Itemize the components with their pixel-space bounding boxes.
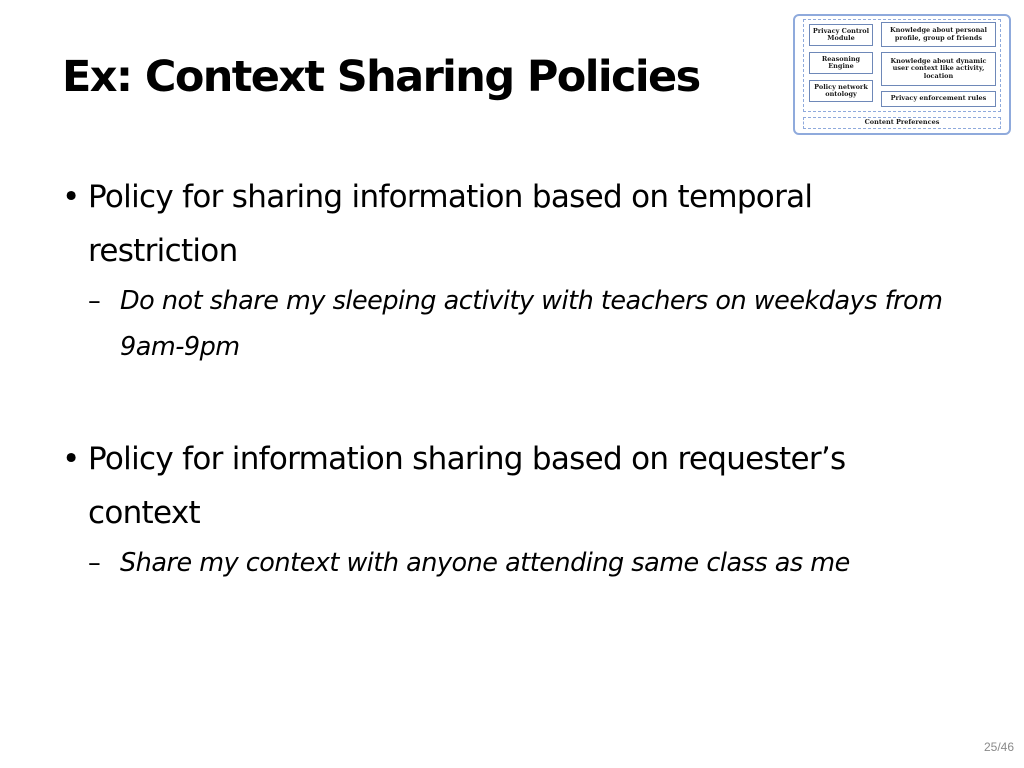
bullet-icon: • [62,179,80,215]
sub-bullet-text: Do not share my sleeping activity with teachers on weekdays from 9am-9pm [120,286,943,362]
policy-network-ontology-box: Policy network ontology [809,80,873,102]
bullet-list [60,170,990,586]
bullet-icon: • [62,441,80,477]
reasoning-engine-box: Reasoning Engine [809,52,873,74]
diagram-inner-group [803,19,1001,112]
content-preferences-box: Content Preferences [803,117,1001,129]
privacy-control-module-box: Privacy Control Module [809,24,873,46]
dash-icon: – [88,548,101,578]
sub-bullet-item [60,278,1000,370]
bullet-item [60,170,848,278]
sub-bullet-text: Share my context with anyone attending same class as me [120,548,850,578]
page-number: 25/46 [983,740,1014,754]
bullet-text: Policy for sharing information based on temporal restriction [88,179,813,269]
bullet-text: Policy for information sharing based on requester’s context [88,441,846,531]
dash-icon: – [88,286,101,316]
knowledge-personal-box: Knowledge about personal profile, group of friends [881,22,996,47]
architecture-diagram [793,14,1011,135]
sub-bullet-item [60,540,1000,586]
privacy-enforcement-rules-box: Privacy enforcement rules [881,91,996,107]
bullet-item [60,432,848,540]
knowledge-dynamic-box: Knowledge about dynamic user context like activity, location [881,52,996,86]
slide-title: Ex: Context Sharing Policies [62,52,700,102]
